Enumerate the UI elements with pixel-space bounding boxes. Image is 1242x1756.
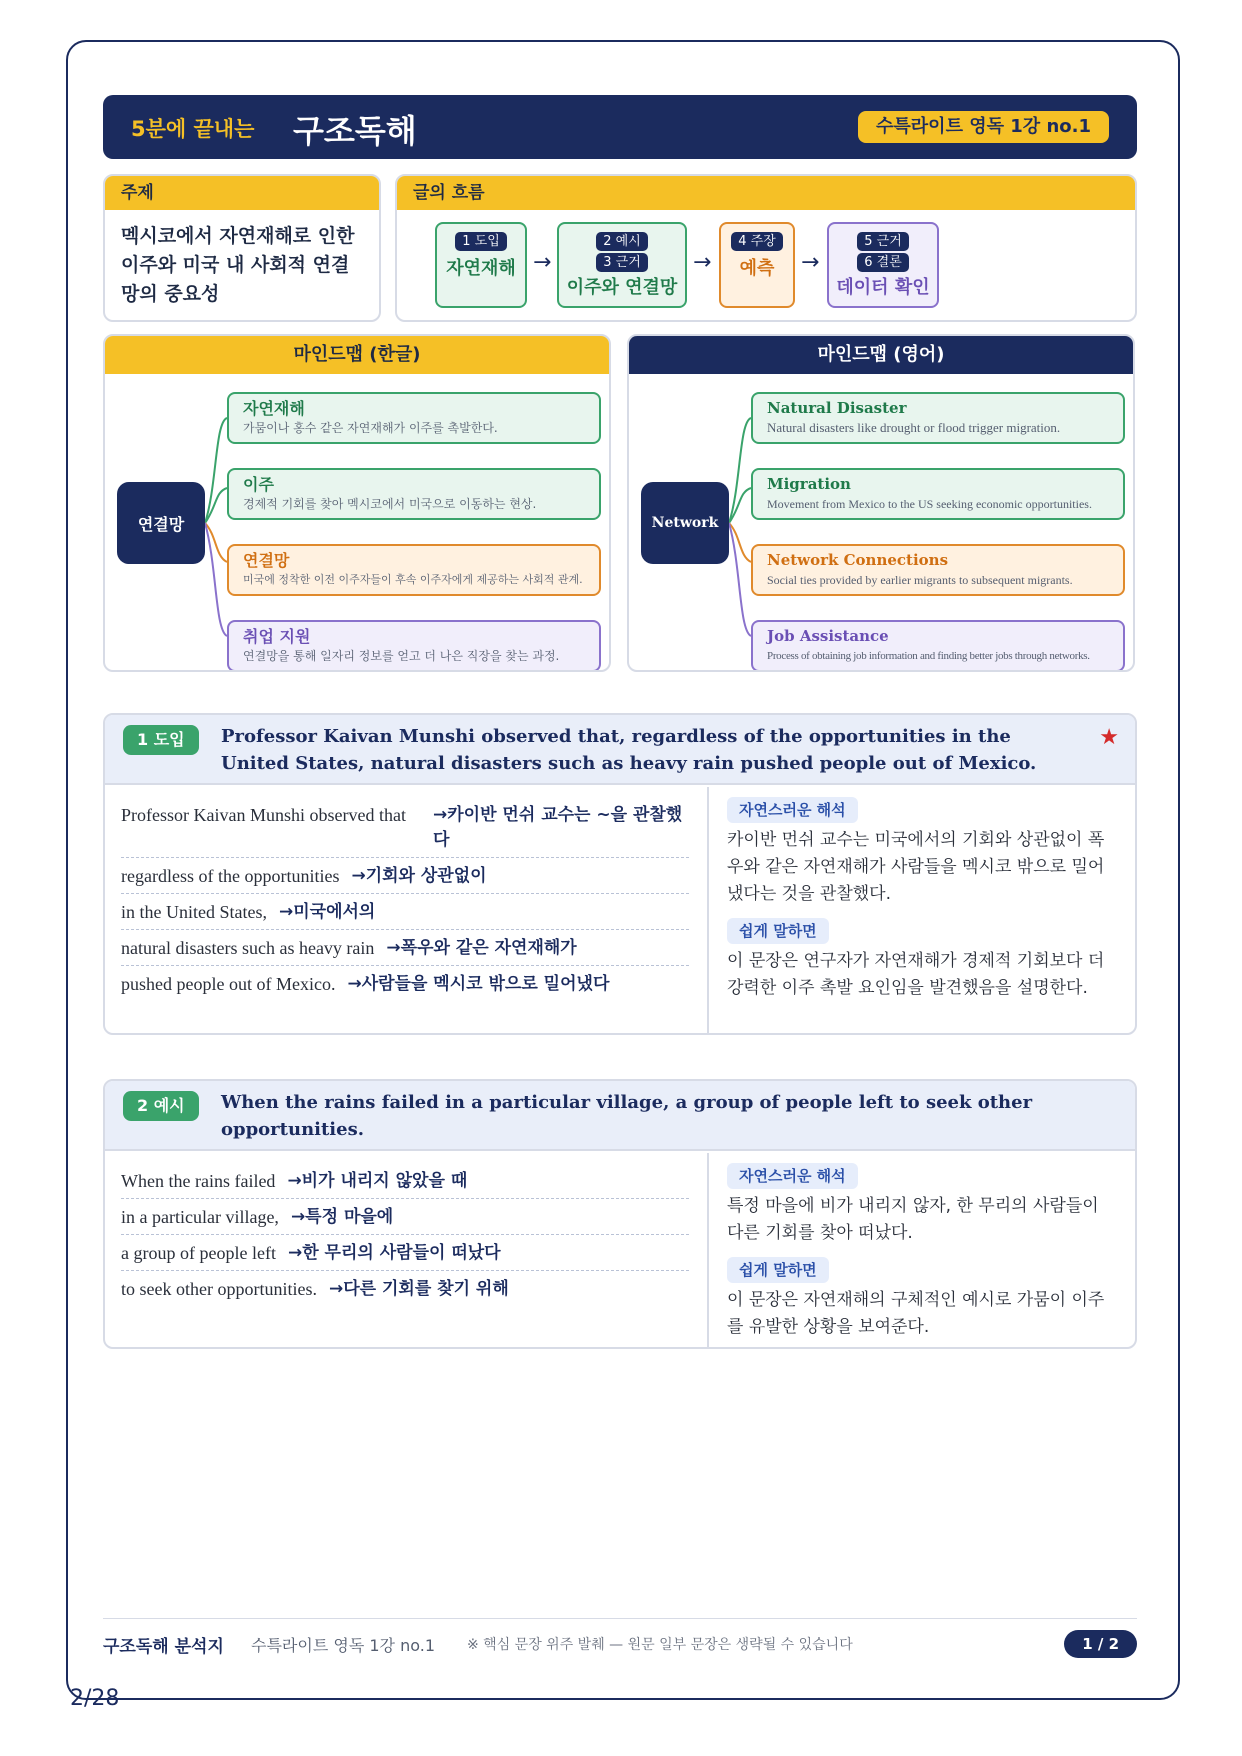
flow-steps — [397, 222, 1137, 310]
node-title: Job Assistance — [767, 627, 889, 645]
easy-explanation: 이 문장은 자연재해의 구체적인 예시로 가뭄이 이주를 유발한 상황을 보여준다. — [727, 1290, 1105, 1337]
footer-title: 구조독해 분석지 — [103, 1637, 224, 1657]
chunk-english: When the rains failed — [121, 1171, 276, 1191]
sentence-title: Professor Kaivan Munshi observed that, regardless of the opportunities in the United States, natural disasters such as heavy rain pushed people out of Mexico. — [221, 726, 1037, 774]
star-icon: ★ — [1099, 725, 1119, 750]
footer-subtitle: 수특라이트 영독 1강 no.1 — [251, 1636, 435, 1655]
mindmap-node-migration — [227, 468, 601, 520]
node-desc: 가뭄이나 홍수 같은 자연재해가 이주를 촉발한다. — [243, 421, 498, 435]
natural-translation: 특정 마을에 비가 내리지 않자, 한 무리의 사람들이 다른 기회를 찾아 떠났다. — [727, 1196, 1099, 1243]
chunk-english: a group of people left — [121, 1243, 276, 1263]
sentence-header — [105, 1081, 1135, 1151]
node-desc: Movement from Mexico to the US seeking economic opportunities. — [767, 497, 1092, 511]
flow-step-label: 데이터 확인 — [836, 277, 930, 298]
mindmap-korean — [103, 334, 611, 672]
chunk-row — [121, 1235, 689, 1271]
node-title: Network Connections — [767, 551, 949, 569]
node-desc: 경제적 기회를 찾아 멕시코에서 미국으로 이동하는 현상. — [243, 497, 537, 511]
topic-text: 멕시코에서 자연재해로 인한 이주와 미국 내 사회적 연결망의 중요성 — [121, 225, 355, 305]
mindmap-center-node: Network — [641, 482, 729, 564]
flow-step-4 — [827, 222, 939, 308]
chunk-row — [121, 894, 689, 930]
mindmap-node-disaster — [227, 392, 601, 444]
chunk-korean: →비가 내리지 않았을 때 — [287, 1171, 468, 1191]
easy-label: 쉽게 말하면 — [727, 918, 829, 944]
node-title: 이주 — [243, 475, 274, 494]
chunk-korean: →카이반 먼쉬 교수는 ~을 관찰했다 — [433, 805, 683, 850]
flow-arrow-icon: → — [693, 250, 712, 275]
topic-label: 주제 — [105, 176, 379, 210]
mindmap-english — [627, 334, 1135, 672]
sentence-tag: 2 예시 — [123, 1091, 199, 1121]
header-banner — [103, 95, 1137, 159]
flow-label: 글의 흐름 — [397, 176, 1135, 210]
node-desc: 미국에 정착한 이전 이주자들이 후속 이주자에게 제공하는 사회적 관계. — [243, 573, 583, 586]
chunk-list — [105, 797, 705, 1001]
page-indicator: 1 / 2 — [1064, 1630, 1137, 1658]
footer-divider — [103, 1618, 1137, 1619]
chunk-korean: →미국에서의 — [278, 902, 376, 922]
mindmap-node-migration — [751, 468, 1125, 520]
natural-translation: 카이반 먼쉬 교수는 미국에서의 기회와 상관없이 폭우와 같은 자연재해가 사람들을 멕시코 밖으로 밀어냈다는 것을 관찰했다. — [727, 830, 1105, 904]
mindmap-node-disaster — [751, 392, 1125, 444]
node-desc: Natural disasters like drought or flood trigger migration. — [767, 420, 1061, 435]
chunk-row — [121, 858, 689, 894]
flow-step-3 — [719, 222, 795, 308]
mindmap-node-network — [751, 544, 1125, 596]
sentence-header — [105, 715, 1135, 785]
flow-step-tag: 4 주장 — [731, 232, 783, 251]
chunk-korean: →한 무리의 사람들이 떠났다 — [287, 1243, 501, 1263]
node-desc: Process of obtaining job information and finding better jobs through networks. — [767, 650, 1090, 662]
chunk-korean: →폭우와 같은 자연재해가 — [386, 938, 577, 958]
sentence-section-1 — [103, 713, 1137, 1035]
flow-step-label: 이주와 연결망 — [566, 277, 678, 298]
node-title: 취업 지원 — [243, 627, 311, 646]
node-desc: Social ties provided by earlier migrants to subsequent migrants. — [767, 573, 1073, 587]
natural-label: 자연스러운 해석 — [727, 1163, 858, 1189]
flow-arrow-icon: → — [801, 250, 820, 275]
chunk-row — [121, 966, 689, 1001]
chunk-row — [121, 1271, 689, 1306]
document-page-counter: 2/28 — [70, 1686, 120, 1711]
chunk-row — [121, 930, 689, 966]
flow-step-label: 자연재해 — [446, 258, 516, 279]
interpretation-panel — [707, 1153, 1135, 1347]
flow-step-2 — [557, 222, 687, 308]
mindmap-node-network — [227, 544, 601, 596]
chunk-english: in the United States, — [121, 902, 267, 922]
chunk-korean: →다른 기회를 찾기 위해 — [328, 1279, 509, 1299]
sentence-title: When the rains failed in a particular village, a group of people left to seek other opportunities. — [221, 1092, 1033, 1140]
chunk-english: to seek other opportunities. — [121, 1279, 317, 1299]
node-desc: 연결망을 통해 일자리 정보를 얻고 더 나은 직장을 찾는 과정. — [243, 649, 560, 663]
chunk-english: natural disasters such as heavy rain — [121, 938, 375, 958]
chunk-row — [121, 797, 689, 858]
footer — [103, 1628, 1137, 1658]
node-title: 연결망 — [243, 551, 290, 570]
easy-label: 쉽게 말하면 — [727, 1257, 829, 1283]
chunk-list — [105, 1163, 705, 1306]
flow-step-1 — [435, 222, 527, 308]
node-title: 자연재해 — [243, 399, 305, 418]
flow-step-tag: 3 근거 — [596, 253, 648, 272]
footer-note: ※ 핵심 문장 위주 발췌 — 원문 일부 문장은 생략될 수 있습니다 — [467, 1637, 853, 1653]
flow-step-tag: 5 근거 — [857, 232, 909, 251]
mindmap-center-node: 연결망 — [117, 482, 205, 564]
chunk-english: pushed people out of Mexico. — [121, 974, 336, 994]
flow-step-label: 예측 — [739, 258, 775, 279]
mindmap-node-job — [227, 620, 601, 672]
node-title: Natural Disaster — [767, 399, 907, 417]
chunk-korean: →특정 마을에 — [290, 1207, 394, 1227]
page-title: 구조독해 — [293, 112, 417, 150]
flow-step-tag: 6 결론 — [857, 253, 909, 272]
easy-explanation: 이 문장은 연구자가 자연재해가 경제적 기회보다 더 강력한 이주 촉발 요인임을 발견했음을 설명한다. — [727, 951, 1105, 998]
chunk-korean: →기회와 상관없이 — [351, 866, 487, 886]
chunk-row — [121, 1199, 689, 1235]
chunk-row — [121, 1163, 689, 1199]
natural-label: 자연스러운 해석 — [727, 797, 858, 823]
header-prefix: 5분에 끝내는 — [131, 117, 255, 141]
chunk-english: regardless of the opportunities — [121, 866, 340, 886]
sentence-tag: 1 도입 — [123, 725, 199, 755]
chunk-english: Professor Kaivan Munshi observed that — [121, 805, 406, 825]
flow-arrow-icon: → — [533, 250, 552, 275]
chunk-korean: →사람들을 멕시코 밖으로 밀어냈다 — [347, 974, 610, 994]
flow-step-tag: 1 도입 — [455, 232, 507, 251]
node-title: Migration — [767, 475, 851, 493]
interpretation-panel — [707, 787, 1135, 1033]
flow-step-tag: 2 예시 — [596, 232, 648, 251]
chunk-english: in a particular village, — [121, 1207, 279, 1227]
topic-box — [103, 174, 381, 322]
lesson-badge: 수특라이트 영독 1강 no.1 — [858, 111, 1109, 143]
sentence-section-2 — [103, 1079, 1137, 1349]
mindmap-node-job — [751, 620, 1125, 672]
mindmap-english-title: 마인드맵 (영어) — [629, 336, 1133, 374]
flow-box — [395, 174, 1137, 322]
mindmap-korean-title: 마인드맵 (한글) — [105, 336, 609, 374]
